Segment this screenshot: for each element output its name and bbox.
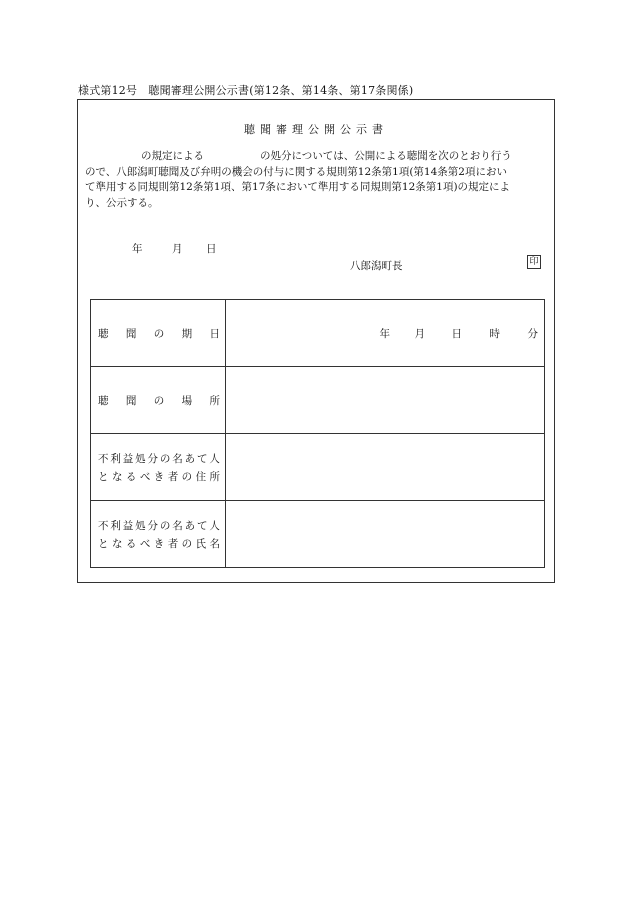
label-char: 名: [209, 537, 220, 550]
hearing-details-table: [90, 299, 545, 568]
table-row: [91, 300, 545, 367]
label-char: の: [159, 452, 171, 465]
form-frame: [77, 99, 555, 583]
label-char: 場: [181, 394, 193, 407]
label-char: 益: [122, 452, 134, 465]
addressee-name-label: [91, 501, 226, 568]
hearing-date-day: 日: [451, 327, 462, 340]
label-char: 住: [195, 470, 207, 483]
table-row: [91, 367, 545, 434]
title-char: 書: [372, 123, 388, 136]
label-char: の: [159, 519, 171, 532]
title-char: 公: [340, 123, 356, 136]
label-char: 所: [209, 470, 220, 483]
label-char: 処: [135, 519, 146, 532]
hearing-date-minute: 分: [527, 327, 538, 340]
label-char: 期: [181, 327, 193, 340]
label-char: き: [153, 470, 165, 483]
hearing-date-field[interactable]: [226, 300, 545, 367]
label-char: 処: [135, 452, 146, 465]
label-char: べ: [139, 470, 151, 483]
hearing-date-year: 年: [379, 327, 390, 340]
hearing-date-label: [91, 300, 226, 367]
label-char: べ: [139, 537, 151, 550]
label-char: 名: [172, 519, 183, 532]
form-header: 様式第12号 聴聞審理公開公示書(第12条、第14条、第17条関係): [78, 84, 414, 97]
hearing-date-hour: 時: [489, 327, 500, 340]
issue-date-year: 年: [132, 243, 143, 255]
notice-text-segment: の規定による: [141, 150, 204, 162]
notice-line-3: て準用する同規則第12条第1項、第17条において準用する同規則第12条第1項)の規定によ: [85, 181, 511, 193]
label-char: 利: [110, 452, 121, 465]
label-char: 人: [209, 519, 220, 532]
notice-line-1: [85, 149, 553, 165]
notice-body: [85, 149, 553, 211]
title-char: 審: [276, 123, 292, 136]
label-char: る: [125, 470, 137, 483]
notice-line-4: り、公示する。: [85, 196, 159, 209]
label-char: の: [181, 537, 193, 550]
issue-date-day: 日: [206, 243, 217, 255]
label-char: て: [197, 452, 208, 465]
label-char: あ: [184, 452, 196, 465]
label-char: な: [111, 470, 123, 483]
title-char: 理: [292, 123, 308, 136]
notice-line-2: ので、八郎潟町聴聞及び弁明の機会の付与に関する規則第12条第1項(第14条第2項におい: [85, 165, 507, 178]
form-title: [78, 121, 554, 137]
label-char: あ: [184, 519, 196, 532]
label-char: 氏: [195, 537, 207, 550]
label-char: 所: [209, 394, 220, 407]
label-char: る: [125, 537, 137, 550]
issue-date[interactable]: [132, 241, 217, 256]
title-char: 示: [356, 123, 372, 136]
label-char: き: [153, 537, 165, 550]
issuer-name: 八郎潟町長: [350, 260, 403, 272]
title-char: 聴: [244, 123, 260, 136]
label-char: 利: [110, 519, 121, 532]
label-char: 分: [147, 519, 158, 532]
title-char: 公: [308, 123, 324, 136]
label-char: て: [197, 519, 208, 532]
label-char: の: [153, 327, 165, 340]
label-char: 聞: [125, 327, 137, 340]
label-char: と: [98, 537, 109, 550]
label-char: 聴: [98, 327, 109, 340]
label-char: 名: [172, 452, 183, 465]
label-char: な: [111, 537, 123, 550]
title-char: 開: [324, 123, 340, 136]
label-char: 者: [167, 537, 179, 550]
label-char: 聴: [98, 394, 109, 407]
table-row: [91, 501, 545, 568]
label-char: 人: [209, 452, 220, 465]
label-char: の: [181, 470, 193, 483]
addressee-address-field[interactable]: [226, 434, 545, 501]
notice-text-segment: の処分については、公開による聴聞を次のとおり行う: [260, 150, 512, 162]
label-char: 分: [147, 452, 158, 465]
addressee-name-field[interactable]: [226, 501, 545, 568]
label-char: と: [98, 470, 109, 483]
issue-date-month: 月: [172, 243, 183, 255]
label-char: 者: [167, 470, 179, 483]
seal-mark: 印: [527, 255, 541, 269]
hearing-date-month: 月: [414, 327, 425, 340]
label-char: 不: [98, 452, 109, 465]
table-row: [91, 434, 545, 501]
addressee-address-label: [91, 434, 226, 501]
label-char: 不: [98, 519, 109, 532]
hearing-place-label: [91, 367, 226, 434]
label-char: 益: [122, 519, 134, 532]
label-char: 日: [209, 327, 220, 340]
title-char: 聞: [260, 123, 276, 136]
label-char: 聞: [125, 394, 137, 407]
label-char: の: [153, 394, 165, 407]
hearing-place-field[interactable]: [226, 367, 545, 434]
